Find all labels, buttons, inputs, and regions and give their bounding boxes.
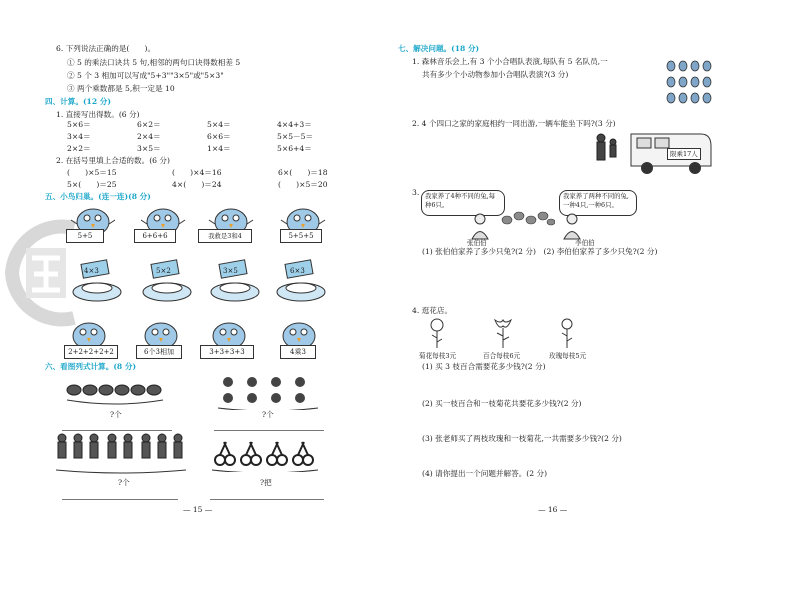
q6-option-2: ② 5 个 3 相加可以写成"5+3""3×5"或"5×3" bbox=[67, 71, 224, 80]
children-icon bbox=[54, 432, 188, 474]
bird-card: 4乘3 bbox=[280, 345, 316, 359]
q1-line1: 1. 森林音乐会上,有 3 个小合唱队表演,每队有 5 名队员,一 bbox=[412, 57, 608, 66]
name-li: 李伯伯 bbox=[575, 239, 595, 247]
nest-icon bbox=[68, 258, 126, 304]
section-4-heading: 四、计算。(12 分) bbox=[45, 97, 111, 106]
speech-bubble-li: 我家养了两种不同的兔,一种4只,一种6只。 bbox=[559, 190, 637, 216]
q4-title: 4. 逛花店。 bbox=[412, 306, 453, 315]
nest-icon bbox=[138, 258, 196, 304]
fill-item: ( )×5＝15 bbox=[67, 168, 117, 177]
right-page bbox=[395, 0, 800, 590]
children-question: ?个 bbox=[118, 478, 130, 487]
q4-sub2: (2) 买一枝百合和一枝菊花共要花多少钱?(2 分) bbox=[422, 399, 582, 408]
answer-line bbox=[210, 499, 324, 500]
left-page bbox=[0, 0, 395, 590]
q3-number: 3. bbox=[412, 188, 420, 197]
fill-item: ( )×4＝16 bbox=[172, 168, 222, 177]
bird-card: 5+5 bbox=[66, 229, 104, 243]
bird-card: 3+3+3+3 bbox=[200, 345, 254, 359]
nest-icon bbox=[272, 258, 330, 304]
flowers-question: ?个 bbox=[262, 410, 274, 419]
bird-card: 5+5+5 bbox=[280, 229, 322, 243]
nest-label: 5×2 bbox=[156, 267, 171, 275]
speech-bubble-zhang: 我家养了4种不同的兔,每种6只。 bbox=[421, 190, 505, 216]
answer-line bbox=[62, 430, 172, 431]
q4-sub4: (4) 请你提出一个问题并解答。(2 分) bbox=[422, 469, 548, 478]
calc-item: 5×6＝ bbox=[67, 120, 91, 129]
bird-card: 2+2+2+2+2 bbox=[64, 345, 118, 359]
calc-item: 5×4＝ bbox=[207, 120, 231, 129]
calc-item: 1×4＝ bbox=[207, 144, 231, 153]
bus-capacity-sign: 限乘17人 bbox=[667, 148, 701, 160]
section-7-heading: 七、解决问题。(18 分) bbox=[398, 44, 480, 53]
fill-item: 5×( )＝25 bbox=[67, 180, 117, 189]
bowls-icon bbox=[64, 380, 166, 410]
lily-icon bbox=[491, 318, 515, 348]
answer-line bbox=[62, 499, 178, 500]
page-number: — 16 — bbox=[538, 505, 568, 514]
bird-card: 我救是3和4 bbox=[198, 229, 252, 243]
bird-card: 6+6+6 bbox=[134, 229, 176, 243]
q2-text: 2. 4 个四口之家的家庭相约一同出游,一辆车能坐下吗?(3 分) bbox=[412, 119, 616, 128]
q6-option-3: ③ 两个乘数都是 5,积一定是 10 bbox=[67, 84, 175, 93]
uncle-li-icon bbox=[561, 212, 583, 240]
section-5-heading: 五、小鸟归巢。(连一连)(8 分) bbox=[45, 192, 151, 201]
flowers-icon bbox=[216, 374, 320, 410]
calc-part1-title: 1. 直接写出得数。(6 分) bbox=[56, 110, 140, 119]
price-rose: 玫瑰每枝5元 bbox=[549, 352, 587, 360]
calc-item: 5×6+4＝ bbox=[277, 144, 312, 153]
bird-card: 6个3相加 bbox=[136, 345, 182, 359]
calc-item: 3×4＝ bbox=[67, 132, 91, 141]
nest-icon bbox=[206, 258, 264, 304]
scissors-question: ?把 bbox=[260, 478, 272, 487]
calc-item: 6×2＝ bbox=[137, 120, 161, 129]
chrysanthemum-icon bbox=[429, 318, 445, 348]
calc-item: 2×4＝ bbox=[137, 132, 161, 141]
q4-sub3: (3) 张老师买了两枝玫瑰和一枝菊花,一共需要多少钱?(2 分) bbox=[422, 434, 622, 443]
page-number: — 15 — bbox=[183, 505, 213, 514]
nest-label: 3×5 bbox=[223, 267, 238, 275]
rabbit-choir-icon bbox=[663, 56, 713, 108]
calc-item: 4×4+3＝ bbox=[277, 120, 312, 129]
q6-title: 6. 下列说法正确的是( )。 bbox=[56, 44, 156, 53]
calc-item: 2×2＝ bbox=[67, 144, 91, 153]
calc-item: 3×5＝ bbox=[137, 144, 161, 153]
nest-label: 4×3 bbox=[84, 267, 99, 275]
calc-item: 5×5－5＝ bbox=[277, 132, 314, 141]
rabbits-icon bbox=[501, 204, 555, 228]
nest-label: 6×3 bbox=[290, 267, 305, 275]
bowls-question: ?个 bbox=[110, 410, 122, 419]
q1-line2: 共有多少个小动物参加小合唱队表演?(3 分) bbox=[422, 70, 569, 79]
fill-item: 6×( )＝18 bbox=[278, 168, 328, 177]
uncle-zhang-icon bbox=[469, 212, 491, 240]
answer-line bbox=[214, 430, 324, 431]
q6-option-1: ① 5 的乘法口诀共 5 句,相邻的两句口诀得数相差 5 bbox=[67, 58, 241, 67]
q4-sub1: (1) 买 3 枝百合需要花多少钱?(2 分) bbox=[422, 362, 546, 371]
price-chrysanthemum: 菊花每枝3元 bbox=[419, 352, 457, 360]
name-zhang: 张伯伯 bbox=[467, 239, 487, 247]
q3-subquestions: (1) 张伯伯家养了多少只兔?(2 分) (2) 李伯伯家养了多少只兔?(2 分) bbox=[422, 247, 658, 256]
fill-item: ( )×5＝20 bbox=[278, 180, 328, 189]
calc-item: 6×6＝ bbox=[207, 132, 231, 141]
rose-icon bbox=[559, 318, 575, 348]
section-6-heading: 六、看图列式计算。(8 分) bbox=[45, 362, 137, 371]
calc-part2-title: 2. 在括号里填上合适的数。(6 分) bbox=[56, 156, 170, 165]
price-lily: 百合每枝6元 bbox=[483, 352, 521, 360]
scissors-icon bbox=[210, 440, 320, 472]
fill-item: 4×( )＝24 bbox=[172, 180, 222, 189]
